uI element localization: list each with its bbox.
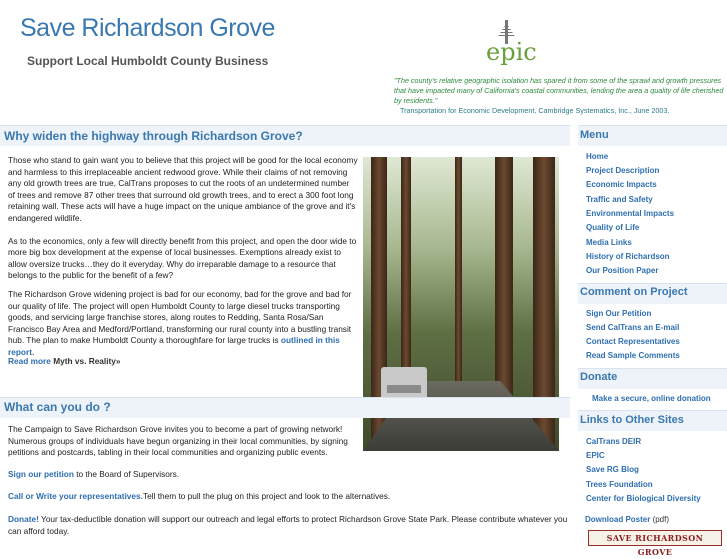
why-paragraph-3-text: The Richardson Grove widening project is bad for our economy, bad for the grove and bad for our quality of life. The project will open Humboldt County to large diesel trucks transporting goods, and servicing large franchise stores, along routes to Redding, Santa Rosa/San Francisco Bay Area and Medford/Portland, transforming our rural county into a bustling transit hub. The plan to make Humboldt County a thoroughfare for large trucks is bbox=[8, 289, 352, 346]
why-paragraph-3 bbox=[8, 289, 358, 359]
sign-our-petition-link[interactable]: Sign Our Petition bbox=[586, 309, 652, 318]
read-more-line bbox=[8, 356, 358, 368]
menu-item-position-paper[interactable]: Our Position Paper bbox=[586, 266, 659, 275]
menu-title: Menu bbox=[580, 129, 609, 141]
logo-text: epic bbox=[486, 38, 537, 66]
call-line bbox=[8, 491, 563, 503]
poster-banner[interactable]: SAVE RICHARDSON GROVE bbox=[588, 530, 722, 546]
petition-line bbox=[8, 469, 563, 481]
petition-text: to the Board of Supervisors. bbox=[73, 469, 180, 479]
sign-petition-link[interactable]: Sign our petition bbox=[8, 469, 74, 479]
epic-logo[interactable] bbox=[484, 20, 537, 68]
menu-item-history[interactable]: History of Richardson bbox=[586, 252, 670, 261]
menu-item-home[interactable]: Home bbox=[586, 152, 609, 161]
what-section-title: What can you do ? bbox=[4, 400, 111, 414]
menu-item-economic-impacts[interactable]: Economic Impacts bbox=[586, 180, 657, 189]
download-poster-link[interactable]: Download Poster bbox=[585, 515, 651, 524]
header-quote: "The county's relative geographic isolation has spared it from some of the sprawl and growth pressures that have impacted many of California's coastal communities, lending the area a quality of life cherished by residents." bbox=[394, 76, 724, 105]
link-epic[interactable]: EPIC bbox=[586, 451, 605, 460]
link-biological-diversity[interactable]: Center for Biological Diversity bbox=[586, 494, 701, 503]
donate-link[interactable]: Donate! bbox=[8, 514, 39, 524]
menu-item-traffic-safety[interactable]: Traffic and Safety bbox=[586, 195, 653, 204]
donate-title: Donate bbox=[580, 371, 618, 383]
donate-text: Your tax-deductible donation will support our outreach and legal efforts to protect Richardson Grove State Park. Please contribute whatever you can afford today. bbox=[8, 514, 568, 536]
online-donation-link[interactable]: Make a secure, online donation bbox=[592, 394, 711, 403]
contact-representatives-link[interactable]: Contact Representatives bbox=[586, 337, 680, 346]
menu-item-environmental-impacts[interactable]: Environmental Impacts bbox=[586, 209, 675, 218]
myth-vs-reality-text: Myth vs. Reality» bbox=[50, 356, 121, 366]
site-tagline: Support Local Humboldt County Business bbox=[27, 54, 269, 68]
link-save-rg-blog[interactable]: Save RG Blog bbox=[586, 465, 639, 474]
comment-title: Comment on Project bbox=[580, 286, 688, 298]
read-more-link[interactable]: Read more bbox=[8, 356, 51, 366]
site-title[interactable]: Save Richardson Grove bbox=[20, 14, 275, 42]
read-sample-comments-link[interactable]: Read Sample Comments bbox=[586, 351, 680, 360]
link-caltrans-deir[interactable]: CalTrans DEIR bbox=[586, 437, 642, 446]
download-poster-line bbox=[585, 515, 669, 524]
link-trees-foundation[interactable]: Trees Foundation bbox=[586, 480, 653, 489]
donate-line bbox=[8, 514, 568, 537]
menu-item-project-description[interactable]: Project Description bbox=[586, 166, 660, 175]
why-body bbox=[8, 155, 358, 293]
why-section-title: Why widen the highway through Richardson Grove? bbox=[4, 129, 303, 143]
what-paragraph-1: The Campaign to Save Richardson Grove invites you to become a part of growing network! Numerous groups of individuals have begun organizing in their local communities, by signing petitions and postcards, tabling in their local communities and organizing public events. bbox=[8, 424, 348, 458]
send-caltrans-email-link[interactable]: Send CalTrans an E-mail bbox=[586, 323, 680, 332]
menu-item-media-links[interactable]: Media Links bbox=[586, 238, 632, 247]
poster-format: (pdf) bbox=[650, 515, 670, 524]
menu-item-quality-of-life[interactable]: Quality of Life bbox=[586, 223, 640, 232]
why-paragraph-1: Those who stand to gain want you to believe that this project will be good for the local economy and harmless to this irreplaceable ancient redwood grove. While their claims of not removing any old growth trees are true, CalTrans proposes to cut the roots of an undetermined number of trees and remove 87 other trees that surround old growth trees, and to erect a 300 foot long retaining wall. These acts will have a huge impact on the unique ambiance of the grove and it's endangered wildlife. bbox=[8, 155, 358, 223]
links-title: Links to Other Sites bbox=[580, 414, 684, 426]
quote-source: Transportation for Economic Development, Cambridge Systematics, Inc., June 2003. bbox=[400, 106, 670, 115]
why-paragraph-2: As to the economics, only a few will directly benefit from this project, and open the door wide to more big box development at the expense of local businesses. Exemptions already exist to allow oversize trucks…they do it everyday. Why do irreparable damage to a resource that belongs to the public for the benefit of a few? bbox=[8, 235, 357, 281]
call-representatives-link[interactable]: Call or Write your representatives. bbox=[8, 491, 143, 501]
report-link[interactable]: outlined in this report. bbox=[8, 335, 340, 357]
call-text: Tell them to pull the plug on this project and look to the alternatives. bbox=[142, 491, 391, 501]
